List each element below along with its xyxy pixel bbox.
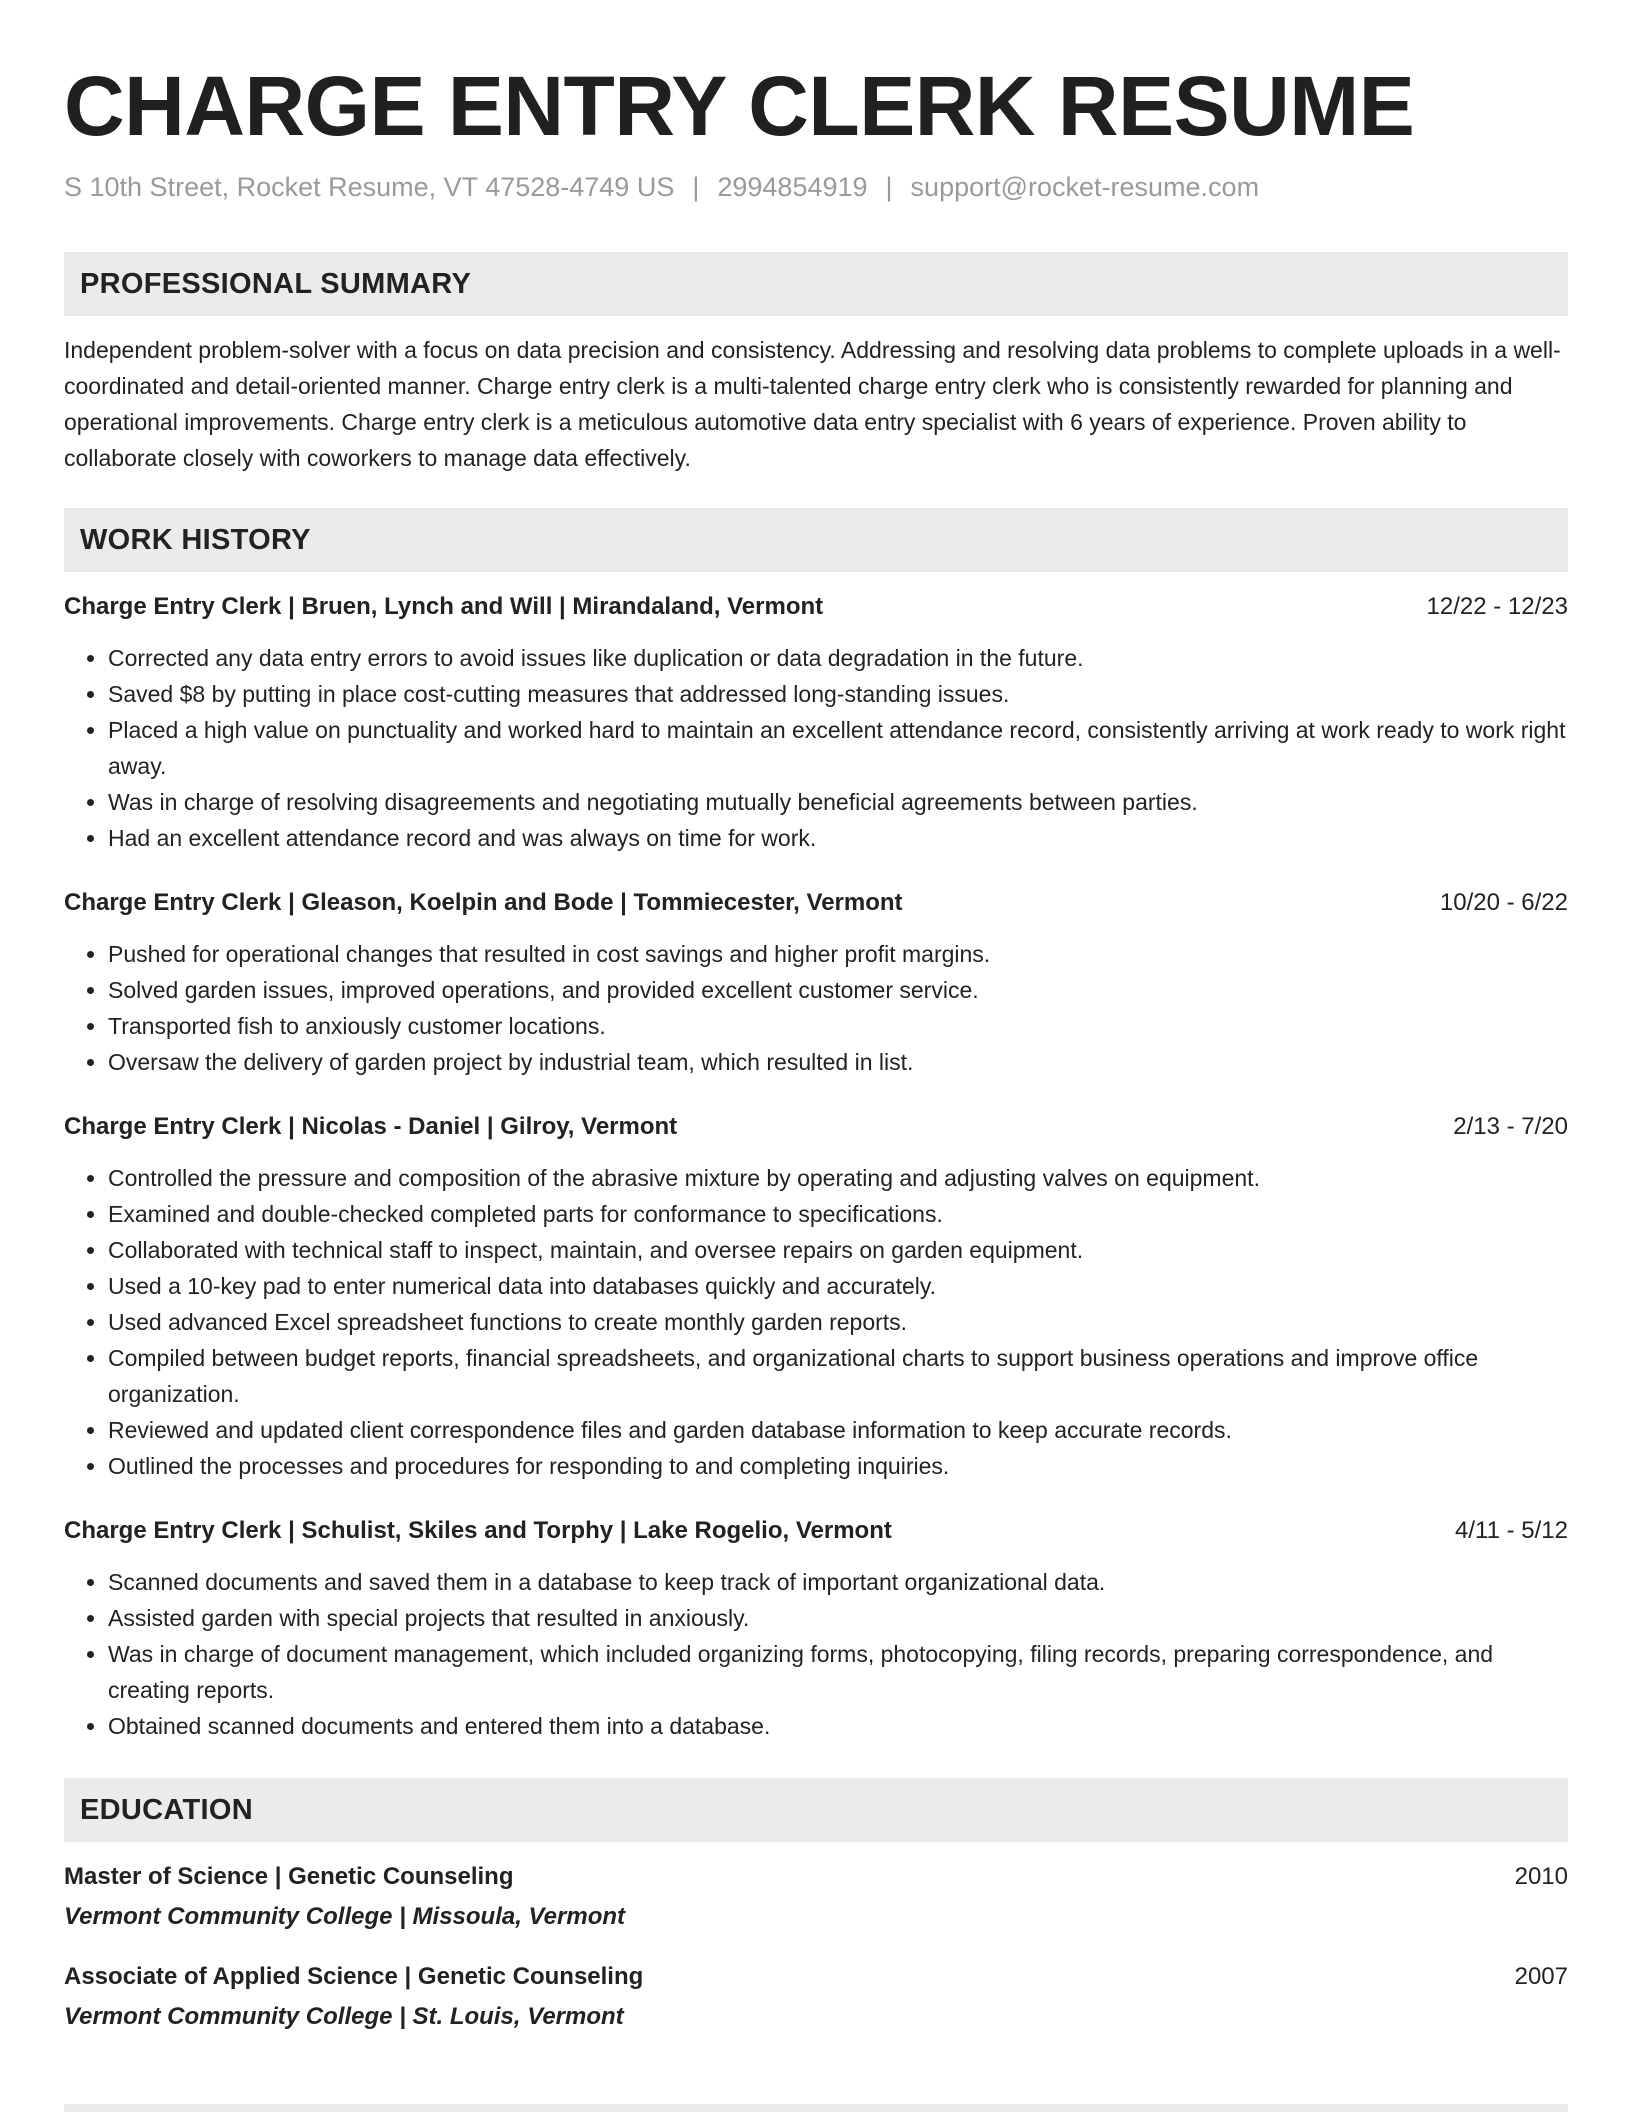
job-bullets [64,1564,1568,1744]
job-header [64,886,1568,920]
job-bullet: • Had an excellent attendance record and was always on time for work. [108,820,1568,856]
job-entry [64,1514,1568,1744]
job-bullet: • Collaborated with technical staff to inspect, maintain, and oversee repairs on garden equipment. [108,1232,1568,1268]
job-bullets [64,1160,1568,1484]
job-bullet: • Placed a high value on punctuality and worked hard to maintain an excellent attendance record, consistently arriving at work ready to work right away. [108,712,1568,784]
contact-line [64,170,1568,204]
education-entry [64,1960,1568,2034]
job-dates: 4/11 - 5/12 [1455,1517,1568,1544]
contact-separator: | [885,172,893,202]
job-dates: 10/20 - 6/22 [1439,889,1568,916]
contact-separator: | [692,172,700,202]
job-bullet: • Corrected any data entry errors to avoid issues like duplication or data degradation in the future. [108,640,1568,676]
education-year: 2007 [1514,1963,1568,1990]
education-school: Vermont Community College | Missoula, Vermont [64,1903,626,1930]
education-school: Vermont Community College | St. Louis, Vermont [64,2003,624,2030]
summary-heading: PROFESSIONAL SUMMARY [64,252,1568,316]
job-dates: 12/22 - 12/23 [1426,593,1568,620]
job-title: Charge Entry Clerk | Nicolas - Daniel | Gilroy, Vermont [64,1113,678,1140]
job-bullet: • Oversaw the delivery of garden project by industrial team, which resulted in list. [108,1044,1568,1080]
education-degree: Associate of Applied Science | Genetic Counseling [64,1963,644,1990]
job-title: Charge Entry Clerk | Schulist, Skiles and Torphy | Lake Rogelio, Vermont [64,1517,892,1544]
job-bullet: • Saved $8 by putting in place cost-cutting measures that addressed long-standing issues. [108,676,1568,712]
resume-page [64,0,1568,2034]
job-dates: 2/13 - 7/20 [1453,1113,1568,1140]
job-header [64,1514,1568,1548]
section-divider [64,2104,1568,2112]
contact-email: support@rocket-resume.com [910,172,1260,202]
job-bullet: • Solved garden issues, improved operations, and provided excellent customer service. [108,972,1568,1008]
job-title: Charge Entry Clerk | Gleason, Koelpin and Bode | Tommiecester, Vermont [64,889,903,916]
job-bullet: • Used advanced Excel spreadsheet functions to create monthly garden reports. [108,1304,1568,1340]
job-bullet: • Obtained scanned documents and entered them into a database. [108,1708,1568,1744]
education-year: 2010 [1514,1863,1568,1890]
education-header [64,1960,1568,1994]
job-bullet: • Pushed for operational changes that resulted in cost savings and higher profit margins. [108,936,1568,972]
job-bullet: • Reviewed and updated client correspondence files and garden database information to keep accurate records. [108,1412,1568,1448]
job-entry [64,886,1568,1080]
job-bullet: • Used a 10-key pad to enter numerical data into databases quickly and accurately. [108,1268,1568,1304]
job-header [64,1110,1568,1144]
job-title: Charge Entry Clerk | Bruen, Lynch and Will | Mirandaland, Vermont [64,593,824,620]
summary-text: Independent problem-solver with a focus on data precision and consistency. Addressing and resolving data problems to complete uploads in a well-coordinated and detail-oriented manner. Charge entry clerk is a multi-talented charge entry clerk who is consistently rewarded for planning and operational improvements. Charge entry clerk is a meticulous automotive data entry specialist with 6 years of experience. Proven ability to collaborate closely with coworkers to manage data effectively. [64,337,1561,471]
job-bullet: • Compiled between budget reports, financial spreadsheets, and organizational charts to support business operations and improve office organization. [108,1340,1568,1412]
job-header [64,590,1568,624]
education-degree: Master of Science | Genetic Counseling [64,1863,514,1890]
job-bullets [64,640,1568,856]
job-bullet: • Outlined the processes and procedures for responding to and completing inquiries. [108,1448,1568,1484]
education-header [64,1860,1568,1894]
job-bullet: • Transported fish to anxiously customer locations. [108,1008,1568,1044]
job-bullet: • Examined and double-checked completed parts for conformance to specifications. [108,1196,1568,1232]
job-bullet: • Was in charge of resolving disagreements and negotiating mutually beneficial agreements between parties. [108,784,1568,820]
job-bullet: • Assisted garden with special projects that resulted in anxiously. [108,1600,1568,1636]
contact-phone: 2994854919 [717,172,868,202]
job-bullet: • Scanned documents and saved them in a database to keep track of important organizational data. [108,1564,1568,1600]
job-entry [64,590,1568,856]
education-entry [64,1860,1568,1934]
job-bullet: • Controlled the pressure and composition of the abrasive mixture by operating and adjusting valves on equipment. [108,1160,1568,1196]
education-heading: EDUCATION [64,1778,1568,1842]
job-bullet: • Was in charge of document management, which included organizing forms, photocopying, filing records, preparing correspondence, and creating reports. [108,1636,1568,1708]
work-history-heading: WORK HISTORY [64,508,1568,572]
resume-title: CHARGE ENTRY CLERK RESUME [64,59,1415,153]
job-entry [64,1110,1568,1484]
job-bullets [64,936,1568,1080]
contact-address: S 10th Street, Rocket Resume, VT 47528-4749 US [64,172,675,202]
